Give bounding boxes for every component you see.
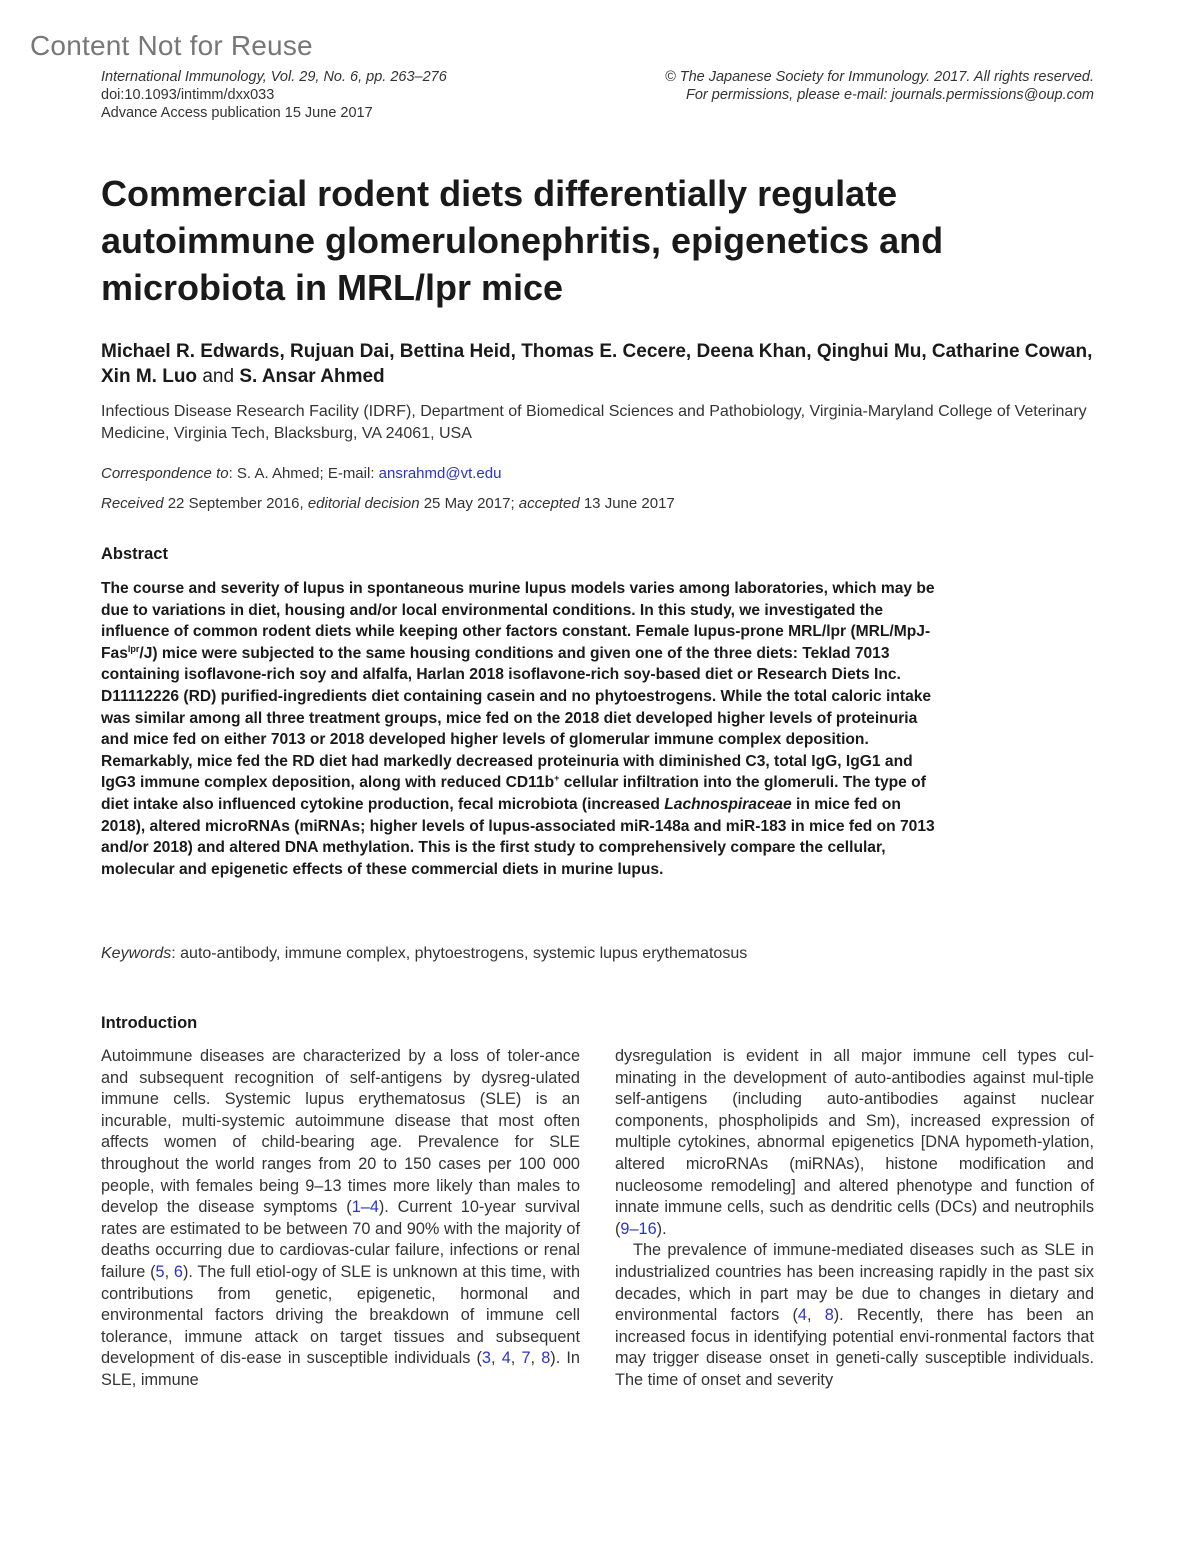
- intro-text: ). In SLE, immune: [101, 1349, 580, 1389]
- keywords-list: : auto-antibody, immune complex, phytoestrogens, systemic lupus erythematosus: [171, 945, 748, 962]
- article-dates: [101, 494, 675, 514]
- intro-text: ). The full etiol-ogy of SLE is unknown at this time, with contributions from genetic, epigenetic, hormonal and environmental factors driving the breakdown of immune cell tolerance, immune attack on target tissues and subsequent development of dis-ease in susceptible individuals (: [101, 1262, 580, 1368]
- citation-link[interactable]: 8: [541, 1349, 551, 1368]
- article-title: Commercial rodent diets differentially regulate autoimmune glomerulonephritis, epigenetics and microbiota in MRL/lpr mice: [101, 173, 944, 308]
- citation-link[interactable]: 7: [521, 1349, 531, 1368]
- decision-date: 25 May 2017;: [419, 495, 519, 512]
- authors-main: Michael R. Edwards, Rujuan Dai, Bettina Heid, Thomas E. Cecere, Deena Khan, Qinghui Mu, Catharine Cowan, Xin M. Luo: [101, 341, 1093, 387]
- citation-link[interactable]: 4: [501, 1349, 511, 1368]
- correspondence-label: Correspondence to: [101, 465, 229, 482]
- introduction-heading: Introduction: [101, 1014, 198, 1032]
- abstract-text-4: in mice fed on 2018), altered microRNAs (miRNAs; higher levels of lupus-associated miR-148a and miR-183 in mice fed on 7013 and/or 2018) and altered DNA methylation. This is the first study to comprehensively compare the cellular, molecular and epigenetic effects of these commercial diets in murine lupus.: [101, 795, 935, 878]
- watermark: Content Not for Reuse: [30, 30, 313, 61]
- author-list: [101, 339, 1101, 389]
- abstract-body: [101, 578, 941, 880]
- intro-text: The prevalence of immune-mediated diseases such as SLE in industrialized countries has been increasing rapidly in the past six decades, which in part may be due to changes in dietary and environmental factors (: [615, 1241, 1094, 1325]
- intro-paragraph-2: [615, 1240, 1094, 1391]
- citation-sep: ,: [530, 1349, 542, 1368]
- permissions: For permissions, please e-mail: journals.permissions@oup.com: [686, 87, 1094, 103]
- citation-link[interactable]: 4: [797, 1306, 807, 1325]
- decision-label: editorial decision: [307, 495, 420, 512]
- received-date: 22 September 2016,: [163, 495, 308, 512]
- abstract-text-1: The course and severity of lupus in spontaneous murine lupus models varies among laboratories, which may be due to variations in diet, housing and/or local environmental conditions. In this study, we investigated the influence of common rodent diets while keeping other factors constant. Female lupus-prone MRL/lpr (MRL/MpJ-Fas: [101, 580, 935, 662]
- accepted-date: 13 June 2017: [579, 495, 675, 512]
- journal-header-right: [665, 68, 1094, 104]
- intro-text: ). Recently, there has been an increased focus in identifying potential envi-ronmental factors that may trigger disease onset in geneti-cally susceptible individuals. The time of onset and severity: [615, 1306, 1094, 1389]
- intro-text: ). Current 10-year survival rates are estimated to be between 70 and 90% with the majority of deaths occurring due to cardiovas-cular failure, infections or renal failure (: [101, 1198, 580, 1281]
- abstract-heading: Abstract: [101, 545, 168, 563]
- doi: doi:10.1093/intimm/dxx033: [101, 87, 275, 103]
- intro-text: dysregulation is evident in all major immune cell types cul-minating in the development of auto-antibodies against mul-tiple self-antigens (including auto-antibodies against nuclear components, phospholipids and Sm), increased expression of multiple cytokines, abnormal epigenetics [DNA hypometh-ylation, altered microRNAs (miRNAs), histone modification and nucleosome remodeling] and altered phenotype and function of innate immune cells, such as dendritic cells (DCs) and neutrophils (: [615, 1047, 1094, 1238]
- citation-link[interactable]: 8: [824, 1306, 834, 1325]
- intro-column-left: [101, 1046, 580, 1392]
- citation-sep: ,: [164, 1262, 174, 1281]
- intro-paragraph-1-cont: [615, 1046, 1094, 1240]
- abstract-sup-plus: +: [554, 773, 560, 784]
- authors-and: and: [202, 366, 235, 387]
- citation-link[interactable]: 3: [481, 1349, 491, 1368]
- keywords: [101, 943, 747, 965]
- citation-sep: ,: [490, 1349, 502, 1368]
- journal-header-left: [101, 68, 447, 122]
- copyright: © The Japanese Society for Immunology. 2017. All rights reserved.: [665, 69, 1094, 85]
- received-label: Received: [101, 495, 164, 512]
- abstract-sup-lpr: lpr: [127, 643, 140, 654]
- journal-citation: International Immunology, Vol. 29, No. 6, pp. 263–276: [101, 69, 447, 85]
- advance-access: Advance Access publication 15 June 2017: [101, 105, 373, 121]
- citation-link[interactable]: 1–4: [351, 1198, 379, 1217]
- intro-text: Autoimmune diseases are characterized by a loss of toler-ance and subsequent recognition of self-antigens by dysreg-ulated immune cells. Systemic lupus erythematosus (SLE) is an incurable, multi-systemic autoimmune disease that most often affects women of child-bearing age. Prevalence for SLE throughout the world ranges from 20 to 150 cases per 100 000 people, with females being 9–13 times more likely than males to develop the disease symptoms (: [101, 1047, 580, 1217]
- correspondence: [101, 464, 501, 484]
- email-link[interactable]: ansrahmd@vt.edu: [378, 465, 502, 482]
- intro-text: ).: [656, 1219, 667, 1238]
- author-last: S. Ansar Ahmed: [239, 366, 385, 387]
- intro-paragraph-1: [101, 1046, 580, 1392]
- citation-sep: ,: [806, 1306, 825, 1325]
- keywords-label: Keywords: [101, 945, 172, 962]
- correspondence-text: : S. A. Ahmed; E-mail:: [228, 465, 379, 482]
- abstract-text-2: /J) mice were subjected to the same housing conditions and given one of the three diets: Teklad 7013 containing isoflavone-rich soy and alfalfa, Harlan 2018 isoflavone-rich soy-based diet or Research Diets Inc. D11112226 (RD) purified-ingredients diet containing casein and no phytoestrogens. While the total caloric intake was similar among all three treatment groups, mice fed on the 2018 diet developed higher levels of proteinuria and mice fed on either 7013 or 2018 developed higher levels of glomerular immune complex deposition. Remarkably, mice fed the RD diet had markedly decreased proteinuria with diminished C3, total IgG, IgG1 and IgG3 immune complex deposition, along with reduced CD11b: [101, 644, 932, 792]
- citation-link[interactable]: 9–16: [620, 1219, 657, 1238]
- citation-sep: ,: [510, 1349, 522, 1368]
- affiliation: Infectious Disease Research Facility (IDRF), Department of Biomedical Sciences and Pathobiology, Virginia-Maryland College of Veterinary Medicine, Virginia Tech, Blacksburg, VA 24061, USA: [101, 403, 1087, 442]
- abstract-italic-taxon: Lachnospiraceae: [664, 795, 792, 813]
- intro-column-right: [615, 1046, 1094, 1392]
- abstract-text-3: cellular infiltration into the glomeruli. The type of diet intake also influenced cytokine production, fecal microbiota (increased: [101, 774, 926, 813]
- citation-link[interactable]: 5: [155, 1262, 165, 1281]
- accepted-label: accepted: [518, 495, 580, 512]
- citation-link[interactable]: 6: [173, 1262, 183, 1281]
